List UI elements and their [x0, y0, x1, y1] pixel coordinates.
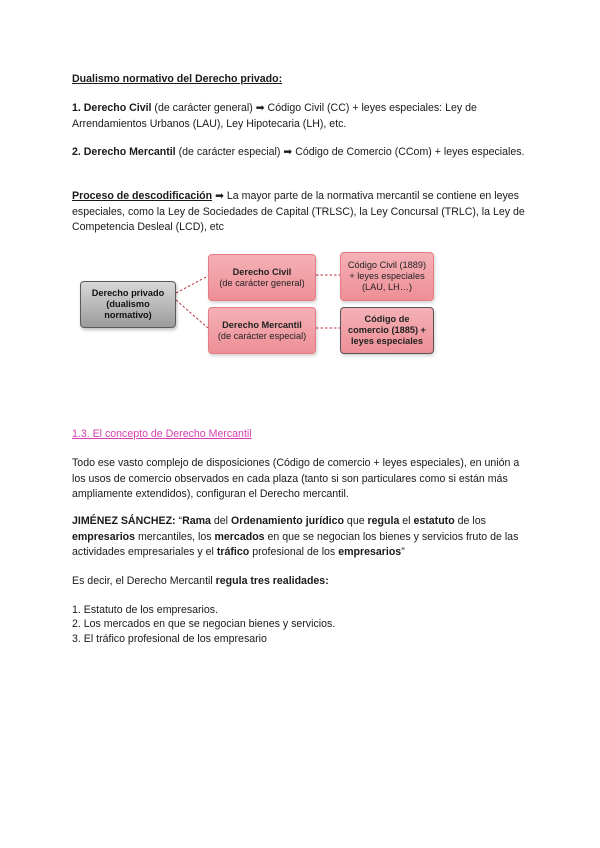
paragraph-descodificacion: Proceso de descodificación ➡ La mayor parte de la normativa mercantil se contiene en leyes especiales, como la Ley de Sociedades de Capital (TRLSC), la Ley Concursal (TRLC), la Ley de Competencia Desleal (LCD), etc [72, 190, 525, 233]
page-heading: Dualismo normativo del Derecho privado: [72, 73, 283, 85]
box-derecho-privado: Derecho privado (dualismo normativo) [80, 281, 176, 328]
paragraph-concepto: Todo ese vasto complejo de disposiciones (Código de comercio + leyes especiales), en unión a los usos de comercio observados en cada plaza (tanto si son particulares como si están más ampliamente extendidos), configuran el Derecho mercantil. [72, 457, 520, 500]
section-title[interactable]: 1.3. El concepto de Derecho Mercantil [72, 428, 252, 440]
arrow-right-icon: ➡ [255, 102, 265, 114]
box-codigo-comercio: Código de comercio (1885) + leyes especiales [340, 307, 434, 354]
list-item: 3. El tráfico profesional de los empresario [72, 633, 267, 645]
paragraph-quote: JIMÉNEZ SÁNCHEZ: “Rama del Ordenamiento jurídico que regula el estatuto de los empresarios mercantiles, los mercados en que se negocian los bienes y servicios fruto de las actividades empresariales y el tráfico profesional de los empresarios” [72, 515, 519, 558]
paragraph-derecho-civil: 1. Derecho Civil (de carácter general) ➡ Código Civil (CC) + leyes especiales: Ley de Arrendamientos Urbanos (LAU), Ley Hipotecaria (LH), etc. [72, 102, 477, 130]
box-codigo-civil: Código Civil (1889) + leyes especiales (LAU, LH…) [340, 252, 434, 301]
box-derecho-civil: Derecho Civil (de carácter general) [208, 254, 316, 301]
connector-root-civil [176, 276, 208, 293]
dualism-diagram [72, 248, 452, 363]
list-item: 2. Los mercados en que se negocian bienes y servicios. [72, 618, 336, 630]
arrow-right-icon: ➡ [215, 190, 224, 202]
paragraph-realities: Es decir, el Derecho Mercantil regula tres realidades: [72, 575, 329, 587]
box-derecho-mercantil: Derecho Mercantil (de carácter especial) [208, 307, 316, 354]
arrow-right-icon: ➡ [283, 146, 293, 158]
paragraph-derecho-mercantil: 2. Derecho Mercantil (de carácter especial) ➡ Código de Comercio (CCom) + leyes especiales. [72, 146, 525, 158]
list-item: 1. Estatuto de los empresarios. [72, 604, 219, 616]
connector-root-mercantil [176, 300, 208, 328]
